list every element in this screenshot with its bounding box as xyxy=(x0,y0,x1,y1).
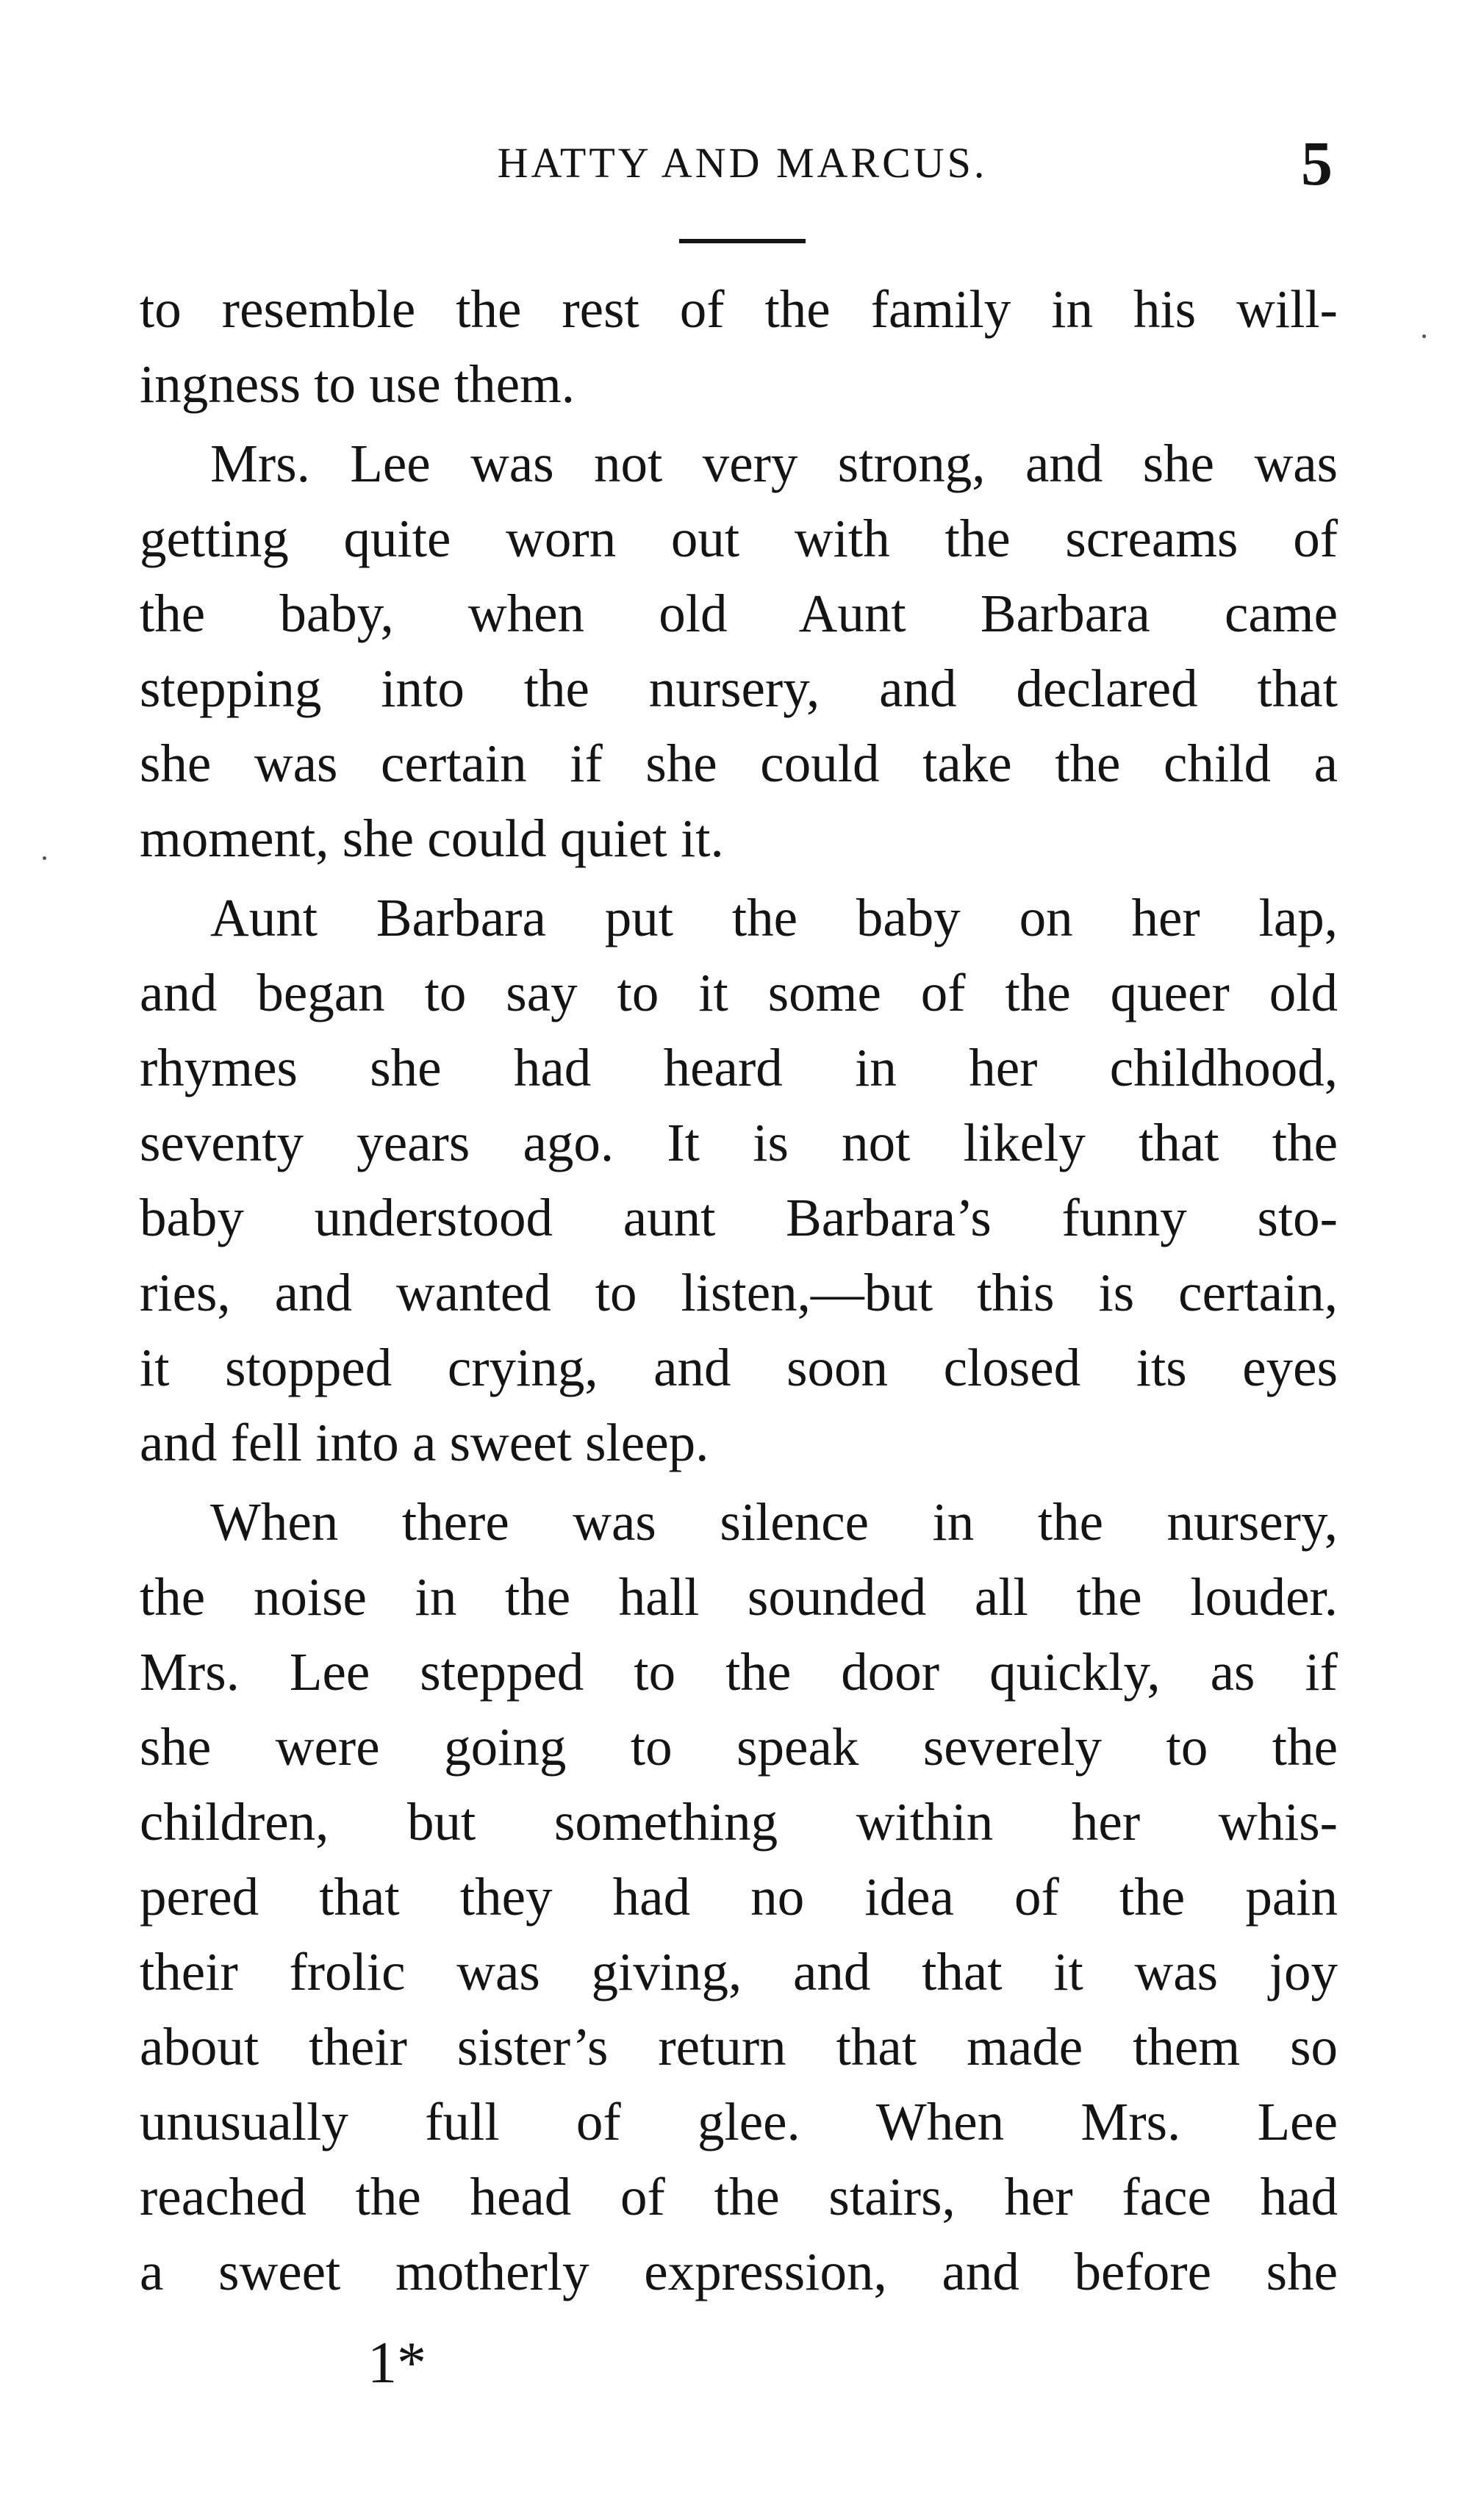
signature-mark: 1* xyxy=(368,2331,426,2396)
header-rule xyxy=(679,239,806,243)
text-line: Mrs. Lee stepped to the door quickly, as if xyxy=(140,1642,1338,1702)
text-line: it stopped crying, and soon closed its eyes xyxy=(140,1338,1338,1397)
paragraph xyxy=(140,426,1338,876)
text-line: ingness to use them. xyxy=(140,354,576,414)
text-line: reached the head of the stairs, her face had xyxy=(140,2167,1338,2226)
text-line: she was certain if she could take the child a xyxy=(140,734,1338,793)
text-line: baby understood aunt Barbara’s funny sto- xyxy=(140,1188,1338,1247)
paragraph xyxy=(140,1485,1338,2310)
text-line: stepping into the nursery, and declared that xyxy=(140,659,1338,718)
text-line: pered that they had no idea of the pain xyxy=(140,1867,1338,1927)
paragraph xyxy=(140,881,1338,1480)
paper-speck xyxy=(43,856,46,860)
body-text xyxy=(140,272,1338,2310)
paragraph xyxy=(140,272,1338,422)
text-line: moment, she could quiet it. xyxy=(140,809,724,868)
text-line: Mrs. Lee was not very strong, and she was xyxy=(210,434,1338,493)
running-head: HATTY AND MARCUS. xyxy=(497,139,988,187)
text-line: rhymes she had heard in her childhood, xyxy=(140,1038,1338,1097)
text-line: children, but something within her whis- xyxy=(140,1792,1338,1852)
text-line: a sweet motherly expression, and before she xyxy=(140,2242,1338,2301)
text-line: to resemble the rest of the family in his will- xyxy=(140,279,1338,339)
paper-speck xyxy=(1422,334,1426,338)
text-line: the noise in the hall sounded all the louder. xyxy=(140,1567,1338,1627)
text-line: Aunt Barbara put the baby on her lap, xyxy=(210,888,1338,947)
text-line: about their sister’s return that made them so xyxy=(140,2017,1338,2077)
text-line: When there was silence in the nursery, xyxy=(210,1492,1338,1552)
page-number: 5 xyxy=(1301,128,1333,198)
text-line: she were going to speak severely to the xyxy=(140,1717,1338,1777)
text-line: and began to say to it some of the queer old xyxy=(140,963,1338,1022)
text-line: seventy years ago. It is not likely that the xyxy=(140,1113,1338,1172)
text-line: their frolic was giving, and that it was joy xyxy=(140,1942,1338,2002)
text-line: the baby, when old Aunt Barbara came xyxy=(140,584,1338,643)
text-line: ries, and wanted to listen,—but this is certain, xyxy=(140,1263,1338,1322)
text-line: and fell into a sweet sleep. xyxy=(140,1413,709,1472)
text-line: unusually full of glee. When Mrs. Lee xyxy=(140,2092,1338,2151)
text-line: getting quite worn out with the screams of xyxy=(140,509,1338,568)
